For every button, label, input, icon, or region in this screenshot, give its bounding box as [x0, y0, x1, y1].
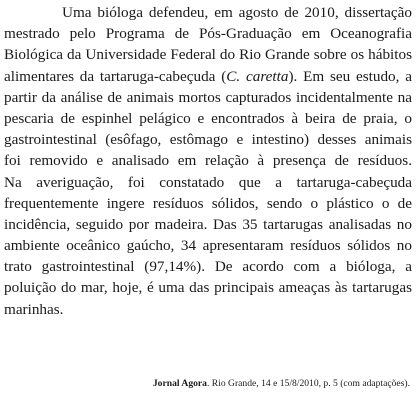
text-segment: partir da análise de animais mortos capturados incidentalmente na	[4, 88, 412, 106]
text-segment: gastrointestinal (esôfago, estômago e intestino) desses animais	[4, 131, 412, 149]
text-segment: frequentemente ingere resíduos sólidos, sendo o plástico o de	[4, 194, 412, 212]
text-line	[4, 87, 412, 108]
text-line	[4, 172, 412, 193]
text-line	[4, 193, 412, 214]
text-line	[4, 108, 412, 129]
source-detail: . Rio Grande, 14 e 15/8/2010, p. 5 (com adaptações).	[206, 378, 410, 389]
text-line	[4, 23, 412, 44]
text-segment: ). Em seu estudo, a	[288, 67, 412, 85]
text-segment: incidência, seguido por madeira. Das 35 tartarugas analisadas no	[4, 215, 412, 233]
text-segment: marinhas.	[4, 300, 64, 318]
text-line	[4, 150, 412, 171]
text-segment: trato gastrointestinal (97,14%). De acordo com a bióloga, a	[4, 258, 412, 276]
source-citation	[0, 378, 410, 389]
text-line	[4, 2, 412, 23]
text-segment: Uma bióloga defendeu, em agosto de 2010, dissertação	[62, 4, 412, 21]
text-segment: alimentares da tartaruga-cabeçuda (	[4, 67, 227, 85]
text-line	[4, 214, 412, 235]
text-segment: Na averiguação, foi constatado que a tartaruga-cabeçuda	[4, 173, 412, 191]
text-segment: pescaria de espinhel pelágico e encontrados à beira de praia, o	[4, 109, 412, 127]
article-paragraph	[4, 2, 412, 320]
source-name: Jornal Agora	[152, 378, 207, 389]
text-line	[4, 277, 412, 298]
text-segment: ambiente oceânico gaúcho, 34 apresentaram resíduos sólidos no	[4, 237, 412, 255]
text-segment: Biológica da Universidade Federal do Rio Grande sobre os hábitos	[4, 46, 412, 64]
text-line	[4, 66, 412, 87]
text-line	[4, 256, 412, 277]
text-segment: foi removido e analisado em relação à presença de resíduos.	[4, 152, 412, 170]
text-segment: mestrado pelo Programa de Pós-Graduação em Oceanografia	[4, 25, 412, 43]
species-name: C. caretta	[226, 67, 289, 85]
text-segment: poluição do mar, hoje, é uma das principais ameaças às tartarugas	[4, 279, 412, 297]
text-line	[4, 299, 412, 320]
text-line	[4, 129, 412, 150]
text-line	[4, 44, 412, 65]
text-line	[4, 235, 412, 256]
